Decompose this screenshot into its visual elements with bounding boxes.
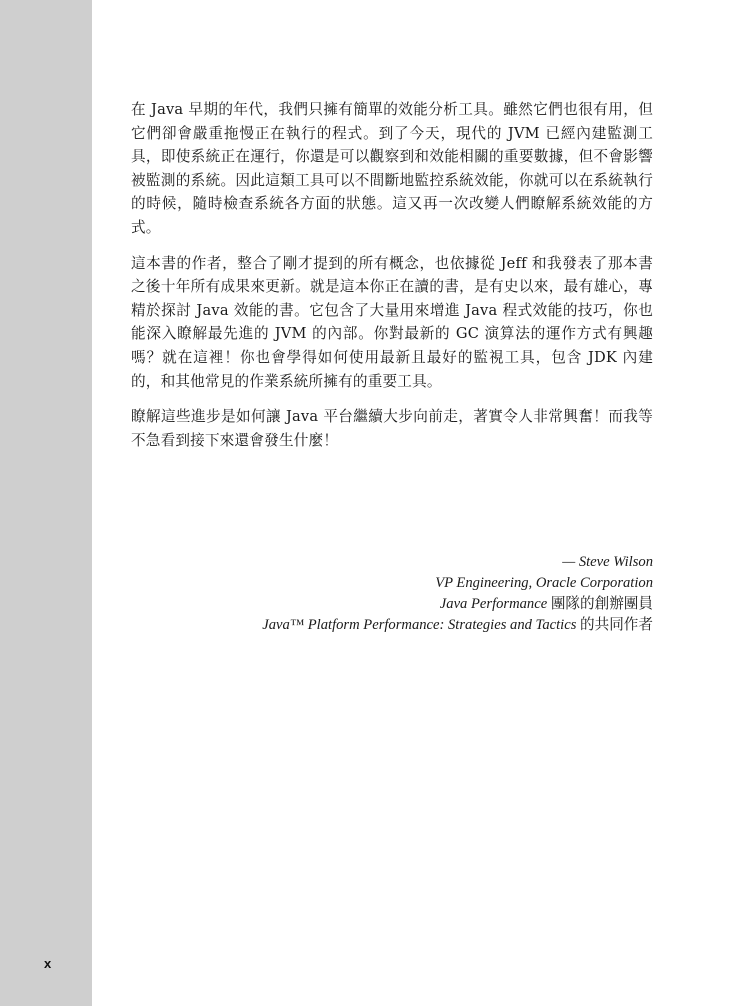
signature-title: VP Engineering, Oracle Corporation xyxy=(435,575,653,591)
paragraph-1: 在 Java 早期的年代，我們只擁有簡單的效能分析工具。雖然它們也很有用，但它們卻會嚴重拖慢正在執行的程式。到了今天，現代的 JVM 已經內建監測工具，即使系統正在運行，你還是可以觀察到和效能相關的重要數據，但不會影響被監測的系統。因此這類工具可以不間斷地監控系統效能，你就可以在系統執行的時候，隨時檢查系統各方面的狀態。這又再一次改變人們瞭解系統效能的方式。 xyxy=(131,101,653,236)
signature-team-line xyxy=(262,594,653,615)
paragraph-2: 這本書的作者，整合了剛才提到的所有概念，也依據從 Jeff 和我發表了那本書之後十年所有成果來更新。就是這本你正在讀的書，是有史以來，最有雄心，專精於探討 Java 效能的書。它包含了大量用來增進 Java 程式效能的技巧，你也能深入瞭解最先進的 JVM 的內部。你對最新的 GC 演算法的運作方式有興趣嗎？就在這裡！你也會學得如何使用最新且最好的監視工具，包含 JDK 內建的，和其他常見的作業系統所擁有的重要工具。 xyxy=(131,254,653,390)
team-name: Java Performance xyxy=(439,596,548,612)
signature-block xyxy=(262,552,653,636)
signature-name: — Steve Wilson xyxy=(562,554,653,570)
team-suffix: 團隊的創辦團員 xyxy=(547,596,653,612)
book-title: Java™ Platform Performance: Strategies and Tactics xyxy=(262,617,577,633)
paragraph-3: 瞭解這些進步是如何讓 Java 平台繼續大步向前走，著實令人非常興奮！而我等不急看到接下來還會發生什麼！ xyxy=(131,408,653,449)
page-number: x xyxy=(44,956,52,971)
page-margin-bar xyxy=(0,0,92,1006)
book-suffix: 的共同作者 xyxy=(576,617,653,633)
signature-book-line xyxy=(262,615,653,636)
foreword-body xyxy=(131,98,653,464)
